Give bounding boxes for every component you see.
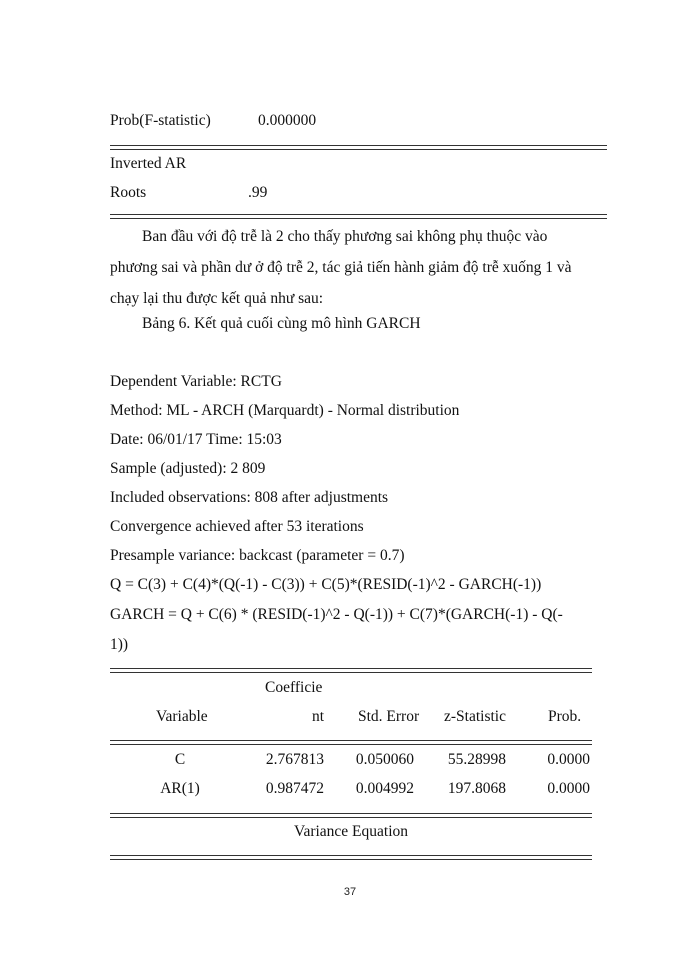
paragraph-line-2: phương sai và phần dư ở độ trễ 2, tác giả tiến hành giảm độ trễ xuống 1 và: [110, 259, 572, 276]
col-header-coefficient-bottom: nt: [311, 708, 324, 725]
divider-table-top: [110, 668, 592, 673]
header-line-garch-equation-cont: 1)): [110, 636, 129, 653]
page-number: 37: [343, 886, 357, 898]
table-row-coefficient: 2.767813: [265, 751, 324, 768]
paragraph-line-3: chạy lại thu được kết quả như sau:: [110, 290, 324, 307]
table-row-variable: AR(1): [160, 780, 200, 797]
header-line-presample-variance: Presample variance: backcast (parameter = 0.7): [110, 547, 405, 564]
col-header-std-error: Std. Error: [358, 708, 420, 725]
divider-table-header: [110, 740, 592, 745]
prob-f-statistic-label: Prob(F-statistic): [110, 112, 211, 129]
inverted-ar-label: Inverted AR: [110, 155, 187, 172]
header-line-date: Date: 06/01/17 Time: 15:03: [110, 431, 282, 448]
table-row-std-error: 0.050060: [355, 751, 414, 768]
table-row-coefficient: 0.987472: [265, 780, 324, 797]
roots-label: Roots: [110, 184, 147, 201]
header-line-garch-equation: GARCH = Q + C(6) * (RESID(-1)^2 - Q(-1)) + C(7)*(GARCH(-1) - Q(-: [110, 606, 563, 623]
divider-roots: [110, 214, 607, 219]
col-header-variable: Variable: [156, 708, 208, 725]
body-paragraph: [110, 221, 606, 314]
variance-equation-label: Variance Equation: [293, 823, 409, 840]
table-row-prob: 0.0000: [547, 780, 590, 797]
table-row-std-error: 0.004992: [355, 780, 414, 797]
table-row-prob: 0.0000: [547, 751, 590, 768]
header-line-convergence: Convergence achieved after 53 iterations: [110, 518, 364, 535]
table-caption: Bảng 6. Kết quả cuối cùng mô hình GARCH: [142, 315, 421, 332]
table-row-z-statistic: 55.28998: [447, 751, 506, 768]
roots-value: .99: [248, 184, 268, 201]
prob-f-statistic-value: 0.000000: [258, 112, 317, 129]
divider-variance-top: [110, 813, 592, 818]
header-line-method: Method: ML - ARCH (Marquardt) - Normal distribution: [110, 402, 460, 419]
table-row-variable: C: [174, 751, 186, 768]
divider-variance-bottom: [110, 855, 592, 860]
col-header-z-statistic: z-Statistic: [444, 708, 506, 725]
col-header-coefficient-top: Coefficie: [265, 679, 323, 696]
header-line-dependent-variable: Dependent Variable: RCTG: [110, 373, 282, 390]
table-row-z-statistic: 197.8068: [447, 780, 506, 797]
header-line-q-equation: Q = C(3) + C(4)*(Q(-1) - C(3)) + C(5)*(RESID(-1)^2 - GARCH(-1)): [110, 576, 542, 593]
divider-top-stats: [110, 145, 607, 150]
header-line-sample: Sample (adjusted): 2 809: [110, 460, 266, 477]
paragraph-line-1: Ban đầu với độ trễ là 2 cho thấy phương sai không phụ thuộc vào: [142, 228, 548, 245]
col-header-prob: Prob.: [548, 708, 582, 725]
header-line-included-observations: Included observations: 808 after adjustments: [110, 489, 389, 506]
